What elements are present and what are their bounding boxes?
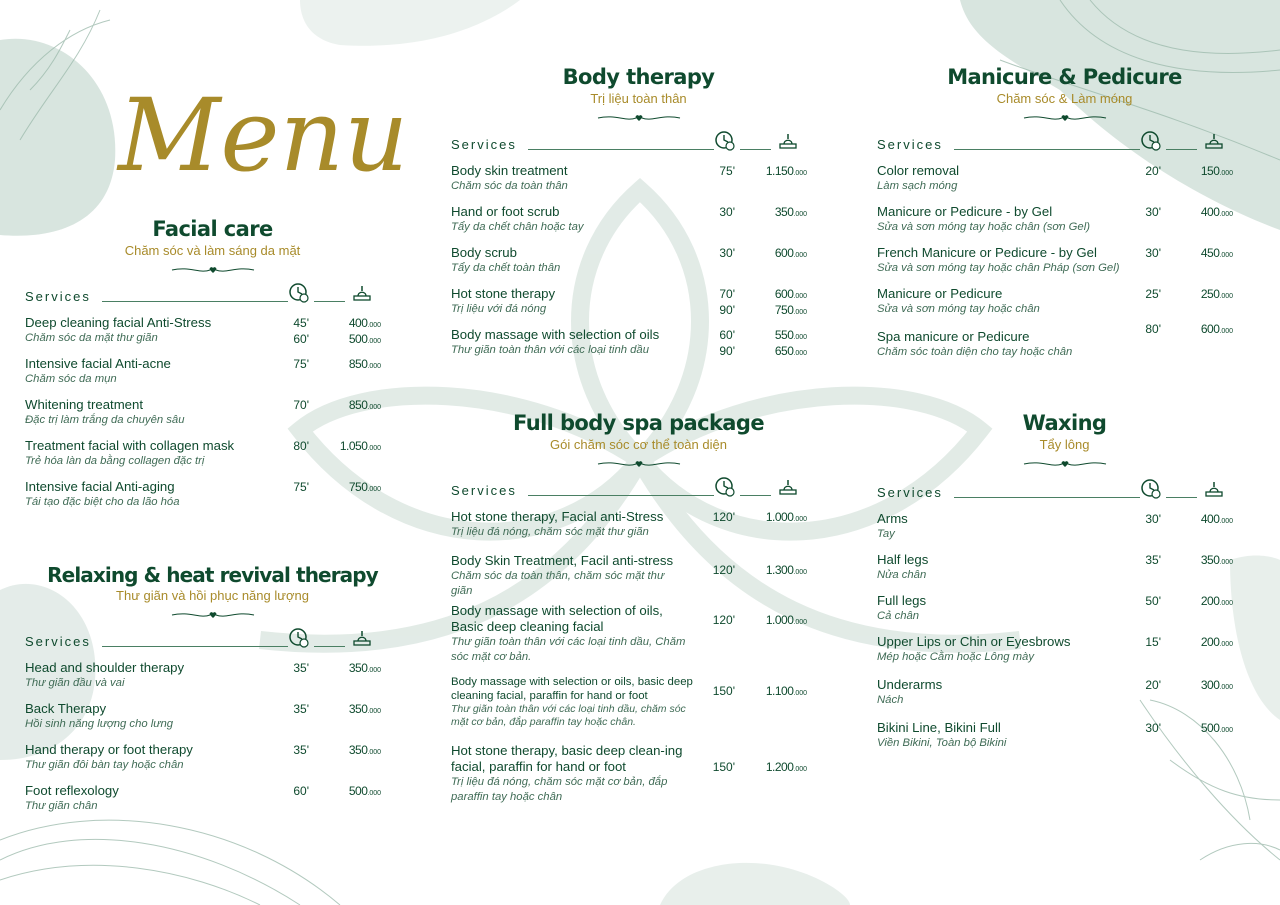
services-header (877, 135, 1252, 153)
clock-icon (714, 476, 736, 498)
list-item: Body scrub Tẩy da chết toàn thân 30' 600.000 (451, 244, 807, 274)
list-item: Body skin treatment Chăm sóc da toàn thân 75' 1.150.000 (451, 162, 807, 192)
services-label: Services (451, 482, 517, 498)
list-item: Full legs Cả chân 50' 200.000 (877, 592, 1233, 622)
section-subtitle: Thư giãn và hồi phục năng lượng (116, 588, 309, 603)
menu-script-title (110, 40, 409, 210)
section-title: Full body spa package (513, 411, 764, 435)
list-item: Foot reflexology Thư giãn chân 60' 500.000 (25, 782, 381, 812)
list-item: Half legs Nửa chân 35' 350.000 (877, 551, 1233, 581)
list-item: Body massage with selection of oils Thư giãn toàn thân với các loại tinh dầu 60' 90' 550.000 650.000 (451, 326, 807, 358)
heart-divider-icon (596, 113, 682, 123)
list-item: Body massage with selection of oils, Basic deep cleaning facial Thư giãn toàn thân với các loại tinh dầu, Chăm sóc mặt cơ bản. 120' 1.000.000 (451, 602, 807, 663)
services-header (25, 632, 400, 650)
hand-price-icon (777, 476, 799, 498)
services-header (877, 483, 1252, 501)
list-item: French Manicure or Pedicure - by Gel Sửa và sơn móng tay hoặc chân Pháp (sơn Gel) 30' 450.000 (877, 244, 1233, 274)
list-item: Head and shoulder therapy Thư giãn đầu và vai 35' 350.000 (25, 659, 381, 689)
section-title: Manicure & Pedicure (947, 65, 1182, 89)
list-item: Back Therapy Hồi sinh năng lượng cho lưng 35' 350.000 (25, 700, 381, 730)
svg-text:Menu: Menu (118, 77, 409, 194)
section-title: Relaxing & heat revival therapy (47, 563, 378, 587)
services-label: Services (877, 136, 943, 152)
hand-price-icon (1203, 478, 1225, 500)
hand-price-icon (1203, 130, 1225, 152)
list-item: Deep cleaning facial Anti-Stress Chăm sóc da mặt thư giãn 45' 60' 400.000 500.000 (25, 314, 381, 346)
clock-icon (1140, 478, 1162, 500)
section-subtitle: Trị liệu toàn thân (590, 91, 687, 107)
relaxing-therapy-section (25, 564, 400, 814)
heart-divider-icon (170, 610, 256, 620)
list-item: Whitening treatment Đặc trị làm trắng da chuyên sâu 70' 850.000 (25, 396, 381, 426)
list-item: Color removal Làm sạch móng 20' 150.000 (877, 162, 1233, 192)
list-item: Manicure or Pedicure - by Gel Sửa và sơn móng tay hoặc chân (sơn Gel) 30' 400.000 (877, 203, 1233, 233)
list-item: Hot stone therapy, Facial anti-Stress Trị liệu đá nóng, chăm sóc mặt thư giãn 120' 1.000.000 (451, 508, 807, 538)
clock-icon (288, 627, 310, 649)
section-subtitle: Chăm sóc & Làm móng (996, 91, 1133, 107)
heart-divider-icon (1022, 459, 1108, 469)
services-label: Services (877, 484, 943, 500)
services-header (451, 135, 826, 153)
heart-divider-icon (596, 459, 682, 469)
services-header (25, 287, 400, 305)
list-item: Body Skin Treatment, Facil anti-stress Chăm sóc da toàn thân, chăm sóc mặt thư giãn 120' 1.300.000 (451, 552, 807, 597)
body-therapy-section (451, 66, 826, 358)
clock-icon (288, 282, 310, 304)
section-subtitle: Gói chăm sóc cơ thể toàn diện (550, 437, 727, 453)
hand-price-icon (777, 130, 799, 152)
list-item: Hand or foot scrub Tẩy da chết chân hoặc tay 30' 350.000 (451, 203, 807, 233)
list-item: Hand therapy or foot therapy Thư giãn đôi bàn tay hoặc chân 35' 350.000 (25, 741, 381, 771)
section-title: Body therapy (562, 65, 715, 89)
list-item: Hot stone therapy Trị liệu với đá nóng 70' 90' 600.000 750.000 (451, 285, 807, 317)
list-item: Upper Lips or Chin or Eyesbrows Mép hoặc Cằm hoặc Lông mày 15' 200.000 (877, 633, 1233, 663)
manicure-pedicure-section (877, 66, 1252, 360)
heart-divider-icon (1022, 113, 1108, 123)
clock-icon (714, 130, 736, 152)
list-item: Spa manicure or Pedicure Chăm sóc toàn diện cho tay hoặc chân 80' 600.000 (877, 321, 1233, 358)
hand-price-icon (351, 627, 373, 649)
section-title: Waxing (1022, 411, 1107, 435)
list-item: Manicure or Pedicure Sửa và sơn móng tay hoặc chân 25' 250.000 (877, 285, 1233, 315)
clock-icon (1140, 130, 1162, 152)
waxing-section (877, 412, 1252, 751)
list-item: Underarms Nách 20' 300.000 (877, 676, 1233, 706)
hand-price-icon (351, 282, 373, 304)
list-item: Hot stone therapy, basic deep clean-ing facial, paraffin for hand or foot Trị liệu đá nóng, chăm sóc mặt cơ bản, đắp paraffin tay hoặc chân 150' 1.200.000 (451, 742, 807, 803)
section-title: Facial care (152, 217, 273, 241)
heart-divider-icon (170, 265, 256, 275)
list-item: Treatment facial with collagen mask Trẻ hóa làn da bằng collagen đặc trị 80' 1.050.000 (25, 437, 381, 467)
list-item: Arms Tay 30' 400.000 (877, 510, 1233, 540)
list-item: Body massage with selection or oils, basic deep cleaning facial, paraffin for hand or foot Thư giãn toàn thân với các loại tinh dầu, chăm sóc mặt cơ bản, đắp paraffin tay hoặc chân. 150' 1.100.000 (451, 675, 807, 728)
services-label: Services (25, 633, 91, 649)
section-subtitle: Chăm sóc và làm sáng da mặt (124, 243, 301, 259)
section-subtitle: Tẩy lông (1039, 437, 1090, 453)
services-label: Services (25, 288, 91, 304)
full-body-package-section (451, 412, 826, 805)
services-header (451, 481, 826, 499)
list-item: Intensive facial Anti-acne Chăm sóc da mụn 75' 850.000 (25, 355, 381, 385)
list-item: Intensive facial Anti-aging Tái tạo đặc biệt cho da lão hóa 75' 750.000 (25, 478, 381, 508)
list-item: Bikini Line, Bikini Full Viền Bikini, Toàn bộ Bikini 30' 500.000 (877, 719, 1233, 749)
services-label: Services (451, 136, 517, 152)
facial-care-section (25, 218, 400, 510)
